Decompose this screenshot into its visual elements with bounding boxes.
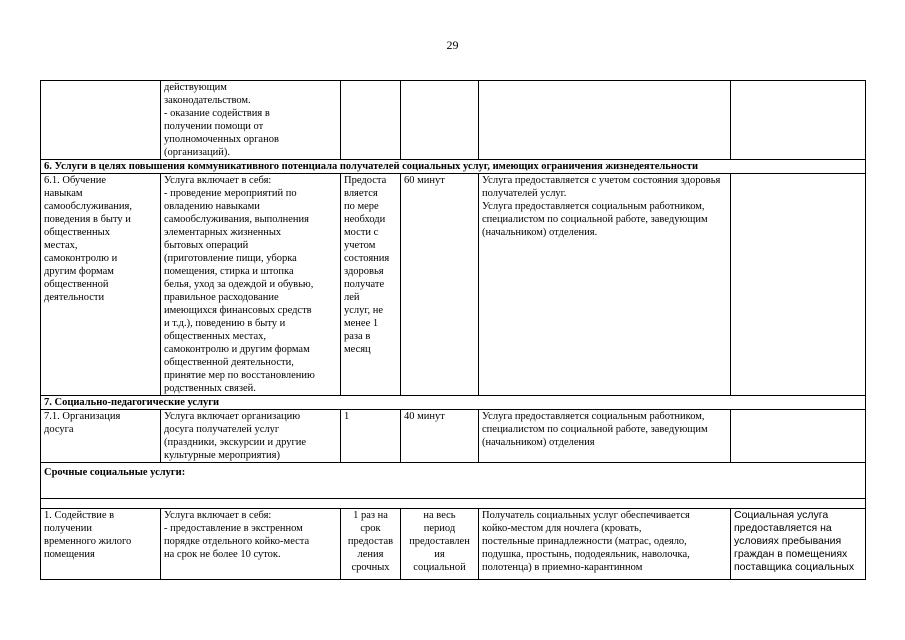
cell-empty — [341, 81, 401, 160]
cell-description: действующим законодательством. - оказание содействия в получении помощи от уполномоченных органов (организаций). — [161, 81, 341, 160]
section-heading-row — [41, 396, 866, 410]
section-7-title: 7. Социально-педагогические услуги — [41, 396, 866, 410]
section-heading-row — [41, 160, 866, 174]
cell-empty — [731, 410, 866, 463]
cell-empty — [401, 81, 479, 160]
service-frequency: 1 раз на срок предостав ления срочных — [341, 509, 401, 580]
service-frequency: Предоста вляется по мере необходи мости с учетом состояния здоровья получате лей услуг, не менее 1 раза в месяц — [341, 174, 401, 396]
service-duration: 60 минут — [401, 174, 479, 396]
table-row-urgent-service-1 — [41, 509, 866, 580]
service-frequency: 1 — [341, 410, 401, 463]
urgent-services-heading-row — [41, 463, 866, 499]
service-description: Услуга включает в себя: - проведение мероприятий по овладению навыками самообслуживания, выполнения элементарных жизненных бытовых операций (приготовление пищи, уборка помещения, стирка и штопка белья, уход за одеждой и обувью, правильное расходование имеющихся финансовых средств и т.д.), поведению в быту и общественных местах, самоконтролю и другим формам общественной деятельности, принятие мер по восстановлению родственных связей. — [161, 174, 341, 396]
cell-empty — [41, 499, 866, 509]
page-number: 29 — [446, 38, 459, 52]
service-description: Услуга включает организацию досуга получателей услуг (праздники, экскурсии и другие культурные мероприятия) — [161, 410, 341, 463]
service-duration: на весь период предоставлен ия социальной — [401, 509, 479, 580]
service-name: 7.1. Организация досуга — [41, 410, 161, 463]
urgent-services-title: Срочные социальные услуги: — [41, 463, 866, 499]
service-conditions: Услуга предоставляется социальным работником, специалистом по социальной работе, заведующим (начальником) отделения — [479, 410, 731, 463]
service-description: Услуга включает в себя: - предоставление в экстренном порядке отдельного койко-места на срок не более 10 суток. — [161, 509, 341, 580]
section-6-title: 6. Услуги в целях повышения коммуникативного потенциала получателей социальных услуг, имеющих ограничения жизнедеятельности — [41, 160, 866, 174]
cell-empty — [731, 81, 866, 160]
service-name: 6.1. Обучение навыкам самообслуживания, поведения в быту и общественных местах, самоконтролю и другим формам общественной деятельности — [41, 174, 161, 396]
service-extra-conditions: Социальная услуга предоставляется на условиях пребывания граждан в помещениях поставщика социальных — [731, 509, 866, 580]
table-row-service-7-1 — [41, 410, 866, 463]
service-conditions: Услуга предоставляется с учетом состояния здоровья получателей услуг. Услуга предоставляется социальным работником, специалистом по социальной работе, заведующим (начальником) отделения. — [479, 174, 731, 396]
service-name: 1. Содействие в получении временного жилого помещения — [41, 509, 161, 580]
cell-empty — [41, 81, 161, 160]
cell-empty — [479, 81, 731, 160]
spacer-row — [41, 499, 866, 509]
service-conditions: Получатель социальных услуг обеспечивается койко-местом для ночлега (кровать, постельные принадлежности (матрас, одеяло, подушка, простынь, пододеяльник, наволочка, полотенца) в приемно-карантинном — [479, 509, 731, 580]
services-table — [40, 80, 866, 580]
table-row-continuation — [41, 81, 866, 160]
table-row-service-6-1 — [41, 174, 866, 396]
service-duration: 40 минут — [401, 410, 479, 463]
cell-empty — [731, 174, 866, 396]
